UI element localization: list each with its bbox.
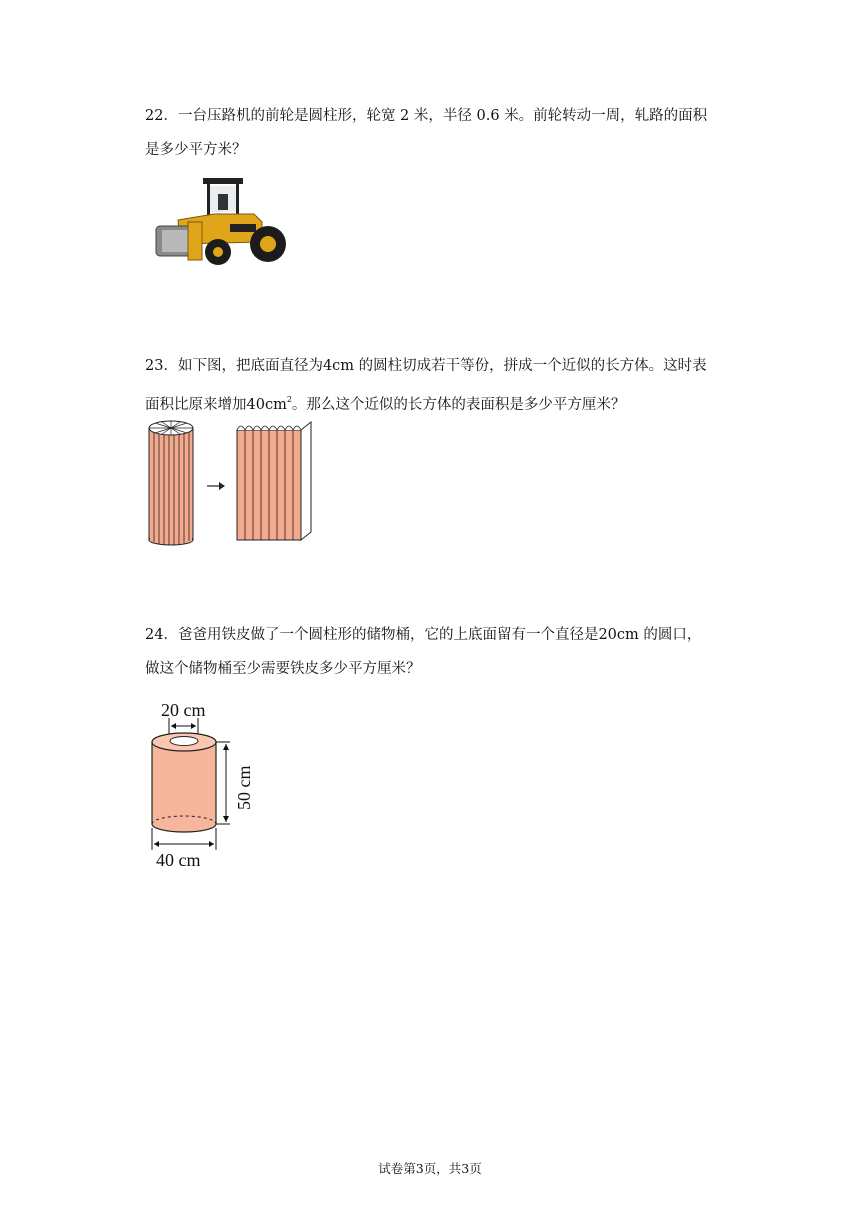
question-22-line-2: 是多少平方米？ <box>145 142 247 158</box>
question-23-line-2-end: 。那么这个近似的长方体的表面积是多少平方厘米？ <box>291 397 626 413</box>
arrow-right-icon <box>207 482 225 490</box>
question-24-line-2: 做这个储物桶至少需要铁皮多少平方厘米？ <box>145 661 421 677</box>
question-23-line-2 <box>145 383 725 422</box>
road-roller-image <box>150 172 290 272</box>
cylinder-to-cuboid-figure <box>145 418 325 546</box>
roller-cab-roof <box>203 178 243 184</box>
question-23-line-1: 23．如下图，把底面直径为4cm 的圆柱切成若干等份，拼成一个近似的长方体。这时表 <box>145 358 707 374</box>
top-diameter-label: 20 cm <box>161 700 206 720</box>
bucket-opening <box>170 737 198 746</box>
question-23 <box>145 349 725 422</box>
question-22 <box>145 99 725 167</box>
approximate-cuboid <box>237 422 311 540</box>
question-24-line-1: 24．爸爸用铁皮做了一个圆柱形的储物桶，它的上底面留有一个直径是20cm 的圆口， <box>145 627 702 643</box>
question-23-line-2-start: 面积比原来增加40cm <box>145 397 287 413</box>
page-footer: 试卷第3页，共3页 <box>378 1161 482 1176</box>
storage-bucket-figure <box>140 696 260 876</box>
question-22-line-1: 22．一台压路机的前轮是圆柱形，轮宽 2 米，半径 0.6 米。前轮转动一周，轧路的面积 <box>145 108 708 124</box>
question-24 <box>145 618 725 686</box>
bottom-diameter-label: 40 cm <box>156 850 201 870</box>
cut-cylinder <box>149 421 193 545</box>
square-superscript: 2 <box>286 395 292 404</box>
height-label: 50 cm <box>234 765 254 810</box>
